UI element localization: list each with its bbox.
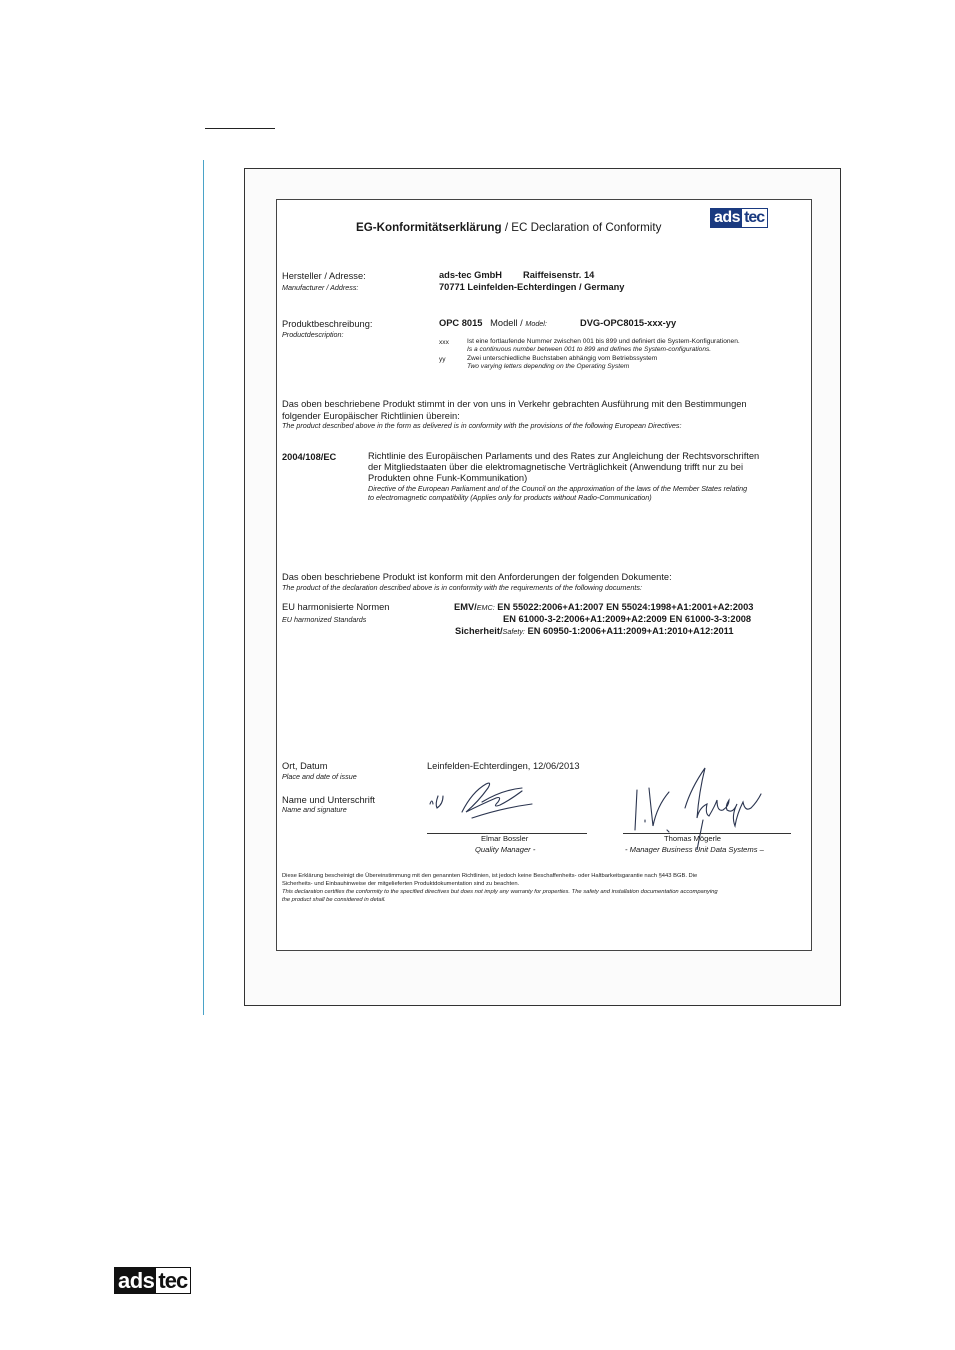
product-model: DVG-OPC8015-xxx-yy [580, 318, 677, 328]
directive-text: Richtlinie des Europäischen Parlaments und des Rates zur Angleichung der Rechtsvorschriften [368, 451, 760, 461]
place-date-label: Ort, Datum [282, 761, 328, 771]
safety-standards [455, 626, 734, 637]
conformity-statement: Das oben beschriebene Produkt stimmt in der von uns in Verkehr gebrachten Ausführung mit den Bestimmungen [282, 399, 747, 409]
manufacturer-company: ads-tec GmbH [439, 270, 503, 280]
footer-note: Diese Erklärung bescheinigt die Übereinstimmung mit den genannten Richtlinien, ist jedoch keine Beschaffenheits- oder Haltbarkeitsgarantie nach §443 BGB. Die [282, 873, 698, 879]
signer-left-name: Elmar Bossler [481, 834, 529, 843]
model-label-en: Model: [525, 319, 547, 328]
directive-text: der Mitgliedstaaten über die elektromagnetische Verträglichkeit (Anwendung trifft nur zu bei [368, 462, 744, 472]
footer-note-en: This declaration certifies the conformity to the specified directives but does not imply any warranty for properties. The safety and installation documentation accompanying [282, 889, 718, 895]
emv-line: EN 61000-3-2:2006+A1:2009+A2:2009 EN 61000-3-3:2008 [503, 614, 752, 624]
certificate-frame [276, 199, 812, 951]
safety-label: Sicherheit/ [455, 626, 503, 636]
title-separator: / [501, 221, 512, 234]
documents-statement-en: The product of the declaration described above is in conformity with the requirements of the following documents: [282, 583, 642, 592]
emv-standards [454, 602, 753, 613]
model-label: Modell / [490, 318, 523, 328]
footer-note-en: the product shall be considered in detail. [282, 897, 386, 903]
logo-tec: tec [156, 1268, 190, 1293]
manufacturer-label: Hersteller / Adresse: [282, 271, 366, 281]
logo-ads: ads [711, 209, 742, 227]
directive-text-en: Directive of the European Parliament and of the Council on the approximation of the laws of the Member States relating [368, 484, 748, 493]
emv-line: EN 55022:2006+A1:2007 EN 55024:1998+A1:2001+A2:2003 [497, 602, 754, 612]
header-rule [205, 128, 275, 129]
signer-left-title: Quality Manager - [475, 845, 536, 854]
signature-label-en: Name and signature [282, 805, 347, 814]
safety-label-en: Safety: [502, 627, 525, 636]
safety-line: EN 60950-1:2006+A11:2009+A1:2010+A12:2011 [527, 626, 734, 636]
product-label-en: Productdescription: [282, 330, 344, 339]
manufacturer-street: Raiffeisenstr. 14 [523, 270, 595, 280]
note-text-en: Is a continuous number between 001 to 899 and defines the System-configurations. [467, 346, 712, 353]
signature-bossler-image [422, 772, 592, 828]
logo-tec: tec [742, 209, 767, 227]
product-label: Produktbeschreibung: [282, 319, 373, 329]
manufacturer-label-en: Manufacturer / Address: [282, 283, 359, 292]
footer-note: Sicherheits- und Einbauhinweise der mitgelieferten Produktdokumentation sind zu beachten. [282, 881, 520, 887]
manufacturer-city: 70771 Leinfelden-Echterdingen / Germany [439, 282, 625, 292]
page-footer-logo [114, 1267, 191, 1294]
signer-right-name: Thomas Mögerle [664, 834, 721, 843]
note-text-en: Two varying letters depending on the Operating System [467, 363, 630, 370]
standards-label-en: EU harmonized Standards [282, 615, 367, 624]
title-de: EG-Konformitätserklärung [356, 221, 502, 234]
emv-label-en: EMC: [476, 603, 495, 612]
certificate-scan [244, 168, 841, 1006]
title-en: EC Declaration of Conformity [511, 221, 662, 234]
emv-label: EMV/ [454, 602, 477, 612]
signature-label: Name und Unterschrift [282, 795, 376, 805]
certificate-logo [710, 208, 768, 228]
note-text: Zwei unterschiedliche Buchstaben abhängig vom Betriebssystem [467, 355, 658, 362]
margin-rule [203, 160, 204, 1015]
standards-label: EU harmonisierte Normen [282, 602, 390, 612]
directive-code: 2004/108/EC [282, 452, 337, 462]
logo-ads: ads [115, 1268, 156, 1293]
note-text: Ist eine fortlaufende Nummer zwischen 001 bis 899 und definiert die System-Konfigurationen. [467, 338, 740, 345]
documents-statement: Das oben beschriebene Produkt ist konform mit den Anforderungen der folgenden Dokumente: [282, 572, 672, 582]
conformity-statement: folgender Europäischer Richtlinien überein: [282, 411, 460, 421]
certificate-title [356, 221, 661, 234]
note-key: xxx [439, 339, 449, 346]
place-date-value: Leinfelden-Echterdingen, 12/06/2013 [427, 761, 580, 771]
directive-text: Produkten ohne Funk-Kommunikation) [368, 473, 528, 483]
directive-text-en: to electromagnetic compatibility (Applies only for products without Radio-Communication) [368, 493, 652, 502]
place-date-label-en: Place and date of issue [282, 772, 357, 781]
note-key: yy [439, 356, 446, 363]
signer-right-title: - Manager Business Unit Data Systems – [625, 845, 764, 854]
conformity-statement-en: The product described above in the form as delivered is in conformity with the provisions of the following European Directives: [282, 421, 682, 430]
product-line [439, 318, 547, 329]
product-name: OPC 8015 [439, 318, 483, 328]
